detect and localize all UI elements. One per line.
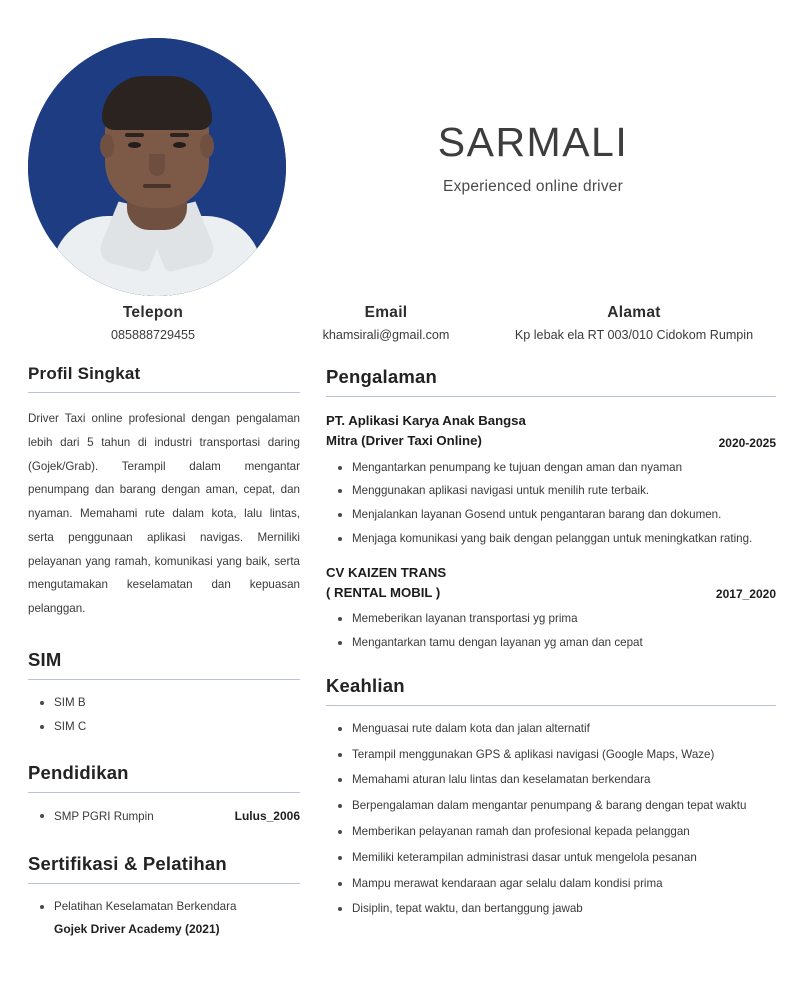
list-item: Berpengalaman dalam mengantar penumpang & barang dengan tepat waktu [336,797,776,816]
section-sim [28,649,300,737]
education-year: Lulus_2006 [234,809,300,824]
divider [28,883,300,884]
avatar [28,38,286,296]
resume-header [0,0,802,300]
divider [28,679,300,680]
experience-job-title [326,563,446,603]
experience-company: PT. Aplikasi Karya Anak Bangsa [326,413,526,428]
list-item: SIM B [38,694,300,713]
divider [326,396,776,397]
list-item: Terampil menggunakan GPS & aplikasi navigasi (Google Maps, Waze) [336,746,776,765]
list-item: Memahami aturan lalu lintas dan keselamatan berkendara [336,771,776,790]
section-experience [326,364,776,653]
list-item: SIM C [38,718,300,737]
profile-title: Profil Singkat [28,364,141,383]
section-profile [28,364,300,621]
section-education [28,762,300,827]
list-item: Menggunakan aplikasi navigasi untuk menilih rute terbaik. [336,482,776,501]
education-list [38,807,300,827]
header-tagline: Experienced online driver [443,177,623,195]
experience-item [326,411,776,549]
experience-role: Mitra (Driver Taxi Online) [326,432,482,448]
experience-years: 2020-2025 [718,435,776,450]
contact-phone [30,304,276,342]
list-item: Menjaga komunikasi yang baik dengan pelanggan untuk meningkatkan rating. [336,530,776,549]
list-item: Memberikan pelayanan ramah dan profesional kepada pelanggan [336,823,776,842]
contact-bar [0,300,802,342]
experience-bullets [336,459,776,549]
divider [28,792,300,793]
sim-title: SIM [28,648,62,670]
experience-company: CV KAIZEN TRANS [326,564,447,580]
experience-bullets [336,610,776,653]
experience-years: 2017_2020 [715,587,776,602]
certification-title: Sertifikasi & Pelatihan [28,853,227,875]
right-column [326,364,776,936]
contact-email-label: Email [364,304,408,321]
contact-address-value: Kp lebak ela RT 003/010 Cidokom Rumpin [514,328,754,342]
experience-title: Pengalaman [326,366,437,387]
list-item: Pelatihan Keselamatan Berkendara [38,898,300,917]
contact-phone-value: 085888729455 [110,328,196,342]
experience-role: ( RENTAL MOBIL ) [326,584,441,600]
list-item [38,807,300,827]
education-name: SMP PGRI Rumpin [54,810,154,824]
skills-title: Keahlian [326,674,405,696]
section-certification [28,853,300,936]
list-item: Mengantarkan penumpang ke tujuan dengan aman dan nyaman [336,459,776,478]
experience-job-title [326,411,526,451]
contact-address [496,304,772,342]
resume-body [0,342,802,936]
list-item: Disiplin, tepat waktu, dan bertanggung jawab [336,900,776,919]
page-title: SARMALI [437,118,629,165]
list-item: Menguasai rute dalam kota dan jalan alternatif [336,720,776,739]
list-item: Mengantarkan tamu dengan layanan yg aman dan cepat [336,634,776,653]
section-skills [326,675,776,919]
skills-list [336,720,776,919]
divider [326,705,776,706]
contact-email-value: khamsirali@gmail.com [322,328,450,342]
portrait-photo [28,38,286,296]
experience-item [326,563,776,653]
list-item: Mampu merawat kendaraan agar selalu dalam kondisi prima [336,875,776,894]
left-column [28,364,300,936]
certification-list [38,898,300,917]
contact-phone-label: Telepon [122,304,184,321]
name-block [286,119,762,216]
certification-subtitle: Gojek Driver Academy (2021) [54,922,220,937]
list-item: Memiliki keterampilan administrasi dasar untuk mengelola pesanan [336,849,776,868]
education-title: Pendidikan [28,762,129,784]
profile-text: Driver Taxi online profesional dengan pengalaman lebih dari 5 tahun di industri transportasi daring (Gojek/Grab). Terampil dalam mengantar penumpang dan barang dengan aman, cepat, dan nyaman. Memahami rute dalam kota, lalu lintas, serta penggunaan aplikasi navigas. Merniliki pelayanan yang ramah, komunikasi yang baik, serta mengutamakan keselamatan dan kepuasan pelanggan. [28,412,300,616]
list-item: Memeberikan layanan transportasi yg prima [336,610,776,629]
contact-address-label: Alamat [607,304,661,321]
contact-email [286,304,486,342]
divider [28,392,300,393]
list-item: Menjalankan layanan Gosend untuk pengantaran barang dan dokumen. [336,506,776,525]
sim-list [38,694,300,737]
